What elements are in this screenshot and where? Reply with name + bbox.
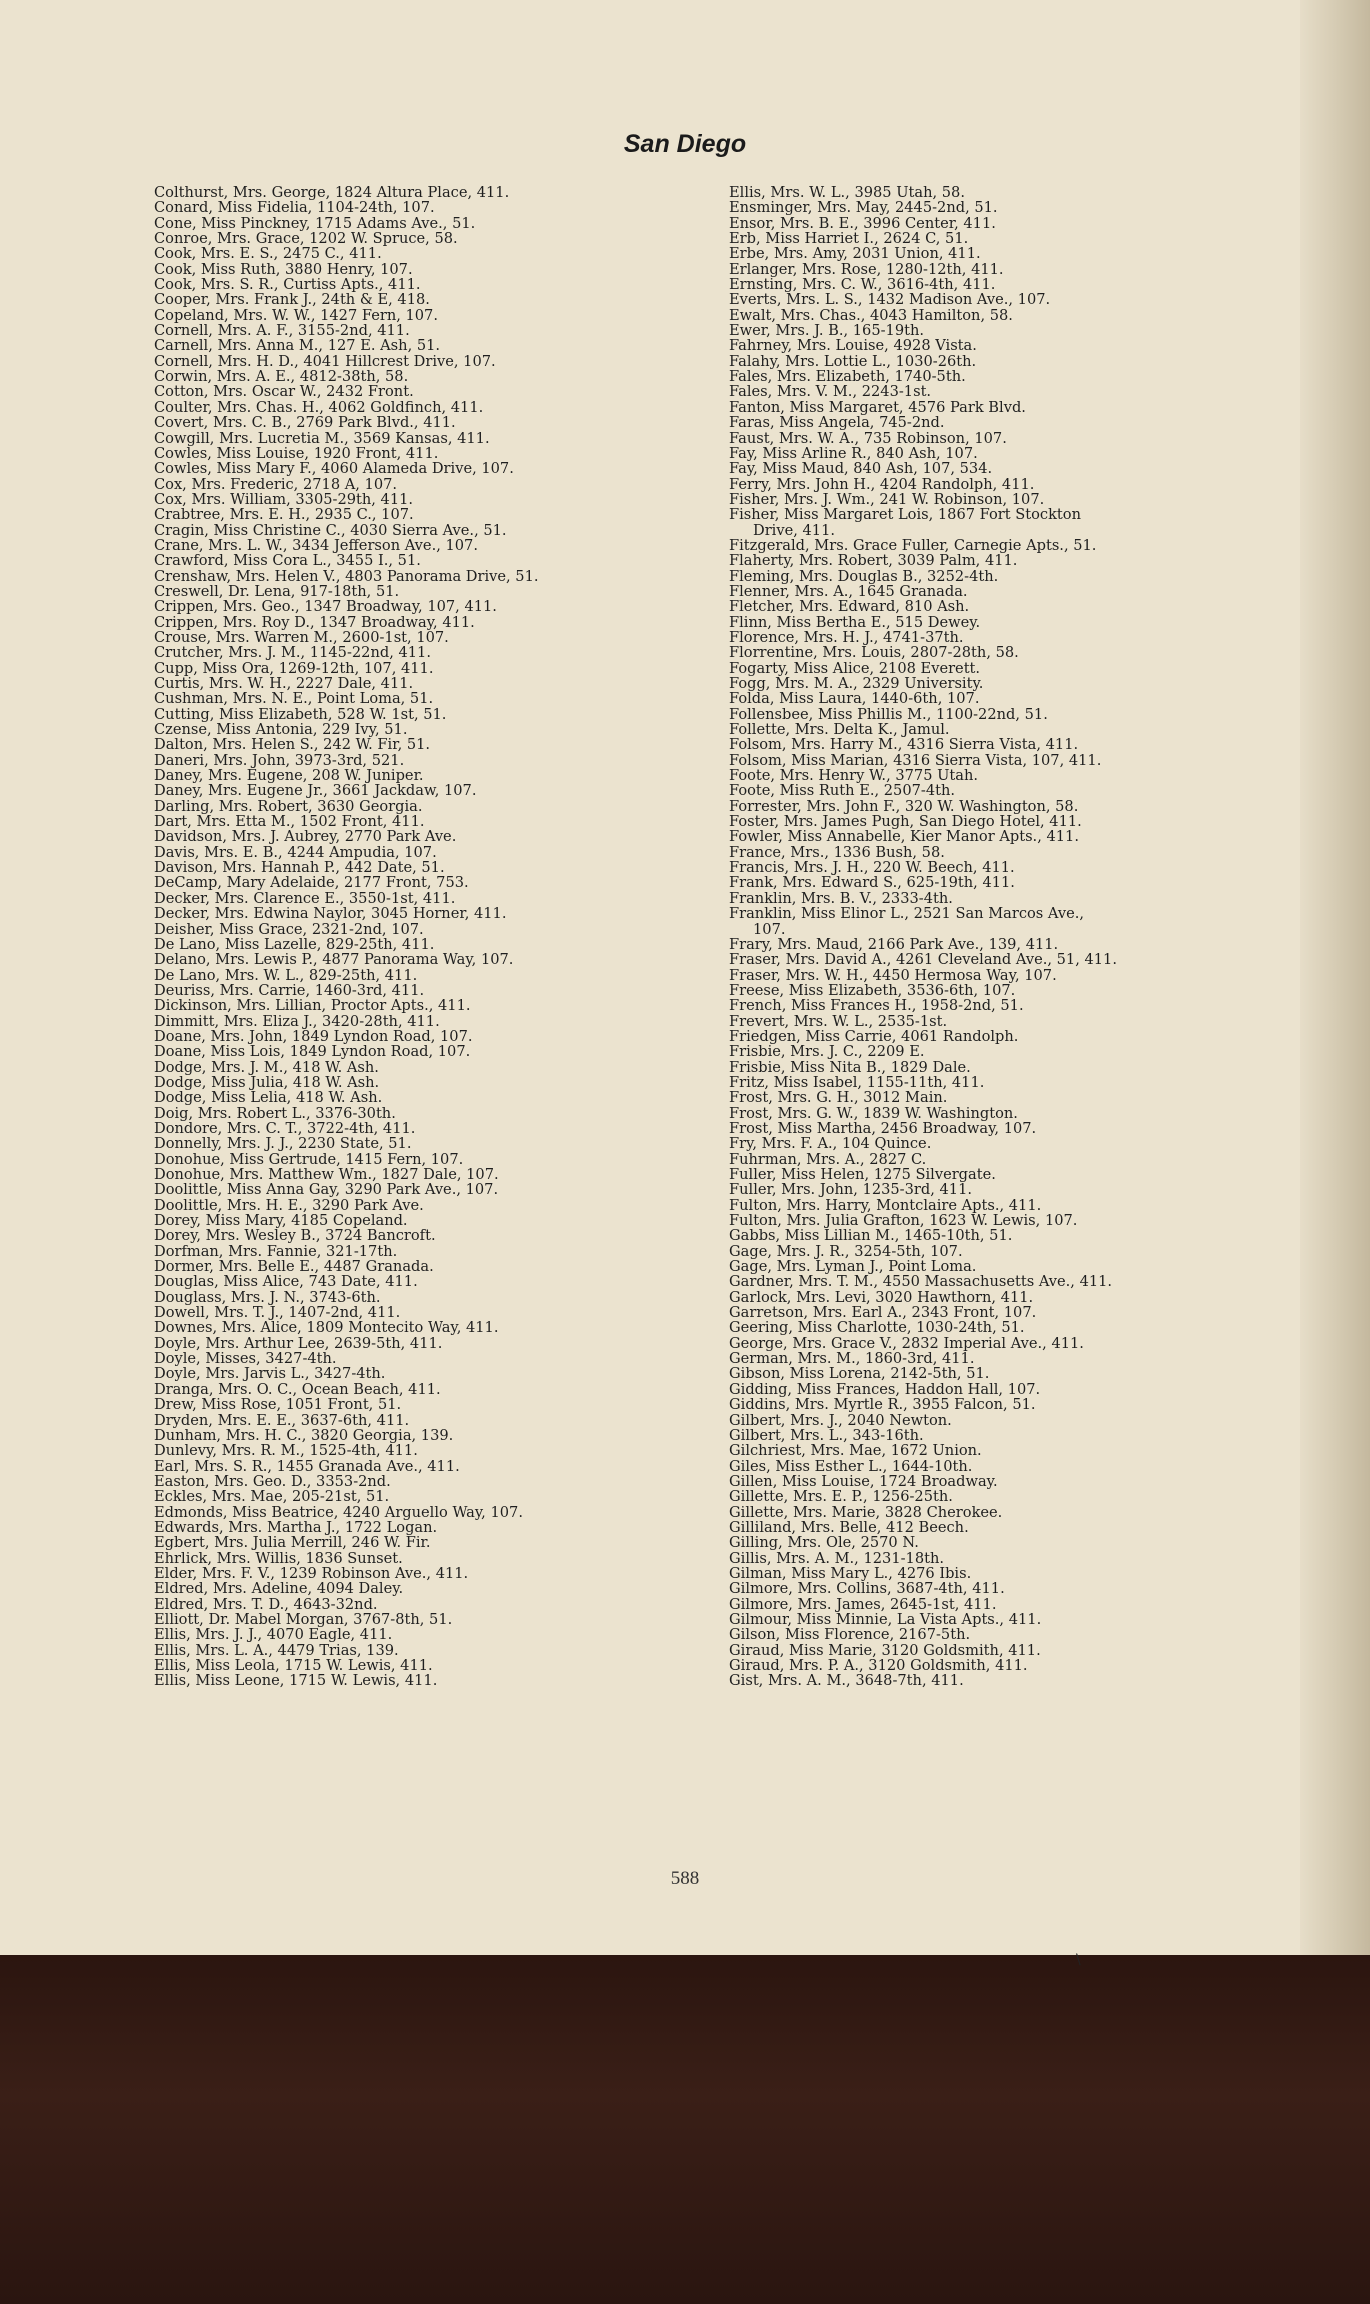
directory-entry: Flaherty, Mrs. Robert, 3039 Palm, 411. bbox=[729, 552, 1018, 570]
directory-entry: Ernsting, Mrs. C. W., 3616-4th, 411. bbox=[729, 276, 996, 294]
directory-entry: Deuriss, Mrs. Carrie, 1460-3rd, 411. bbox=[154, 981, 425, 999]
directory-entry: Gilmore, Mrs. James, 2645-1st, 411. bbox=[729, 1595, 997, 1613]
directory-entry: Fisher, Miss Margaret Lois, 1867 Fort Stockton bbox=[729, 506, 1081, 524]
directory-entry: Drew, Miss Rose, 1051 Front, 51. bbox=[154, 1396, 402, 1414]
directory-entry: Fisher, Mrs. J. Wm., 241 W. Robinson, 107. bbox=[729, 490, 1045, 508]
directory-entry: Delano, Mrs. Lewis P., 4877 Panorama Way, 107. bbox=[154, 951, 514, 969]
directory-entry: Dorey, Miss Mary, 4185 Copeland. bbox=[154, 1212, 408, 1230]
directory-entry: Donohue, Miss Gertrude, 1415 Fern, 107. bbox=[154, 1150, 464, 1168]
directory-entry: Fay, Miss Maud, 840 Ash, 107, 534. bbox=[729, 460, 993, 478]
directory-entry: Cushman, Mrs. N. E., Point Loma, 51. bbox=[154, 690, 434, 708]
directory-entry: Fogarty, Miss Alice, 2108 Everett. bbox=[729, 659, 981, 677]
directory-entry: Easton, Mrs. Geo. D., 3353-2nd. bbox=[154, 1472, 391, 1490]
directory-entry: Gillis, Mrs. A. M., 1231-18th. bbox=[729, 1549, 945, 1567]
directory-entry: Cook, Miss Ruth, 3880 Henry, 107. bbox=[154, 260, 413, 278]
directory-entry: Colthurst, Mrs. George, 1824 Altura Place, 411. bbox=[154, 184, 510, 201]
directory-entry: Cox, Mrs. William, 3305-29th, 411. bbox=[154, 490, 414, 508]
directory-entry: German, Mrs. M., 1860-3rd, 411. bbox=[729, 1350, 975, 1368]
directory-entry: Frost, Miss Martha, 2456 Broadway, 107. bbox=[729, 1119, 1037, 1137]
directory-entry: Giddins, Mrs. Myrtle R., 3955 Falcon, 51. bbox=[729, 1396, 1036, 1414]
directory-entry: Gardner, Mrs. T. M., 4550 Massachusetts Ave., 411. bbox=[729, 1273, 1113, 1291]
directory-entry: Fraser, Mrs. David A., 4261 Cleveland Ave., 51, 411. bbox=[729, 951, 1117, 969]
directory-entry: Fraser, Mrs. W. H., 4450 Hermosa Way, 107. bbox=[729, 966, 1057, 984]
directory-entry: Donohue, Mrs. Matthew Wm., 1827 Dale, 107. bbox=[154, 1166, 499, 1183]
directory-entry: Curtis, Mrs. W. H., 2227 Dale, 411. bbox=[154, 675, 414, 692]
directory-entry: Gillen, Miss Louise, 1724 Broadway. bbox=[729, 1472, 998, 1490]
directory-entry: Fahrney, Mrs. Louise, 4928 Vista. bbox=[729, 337, 977, 355]
directory-entry: Ellis, Mrs. W. L., 3985 Utah, 58. bbox=[729, 184, 965, 201]
directory-entry: Cupp, Miss Ora, 1269-12th, 107, 411. bbox=[154, 659, 434, 677]
directory-entry: Eldred, Mrs. Adeline, 4094 Daley. bbox=[154, 1580, 404, 1598]
directory-entry: Cragin, Miss Christine C., 4030 Sierra Ave., 51. bbox=[154, 521, 507, 539]
directory-entry: Coulter, Mrs. Chas. H., 4062 Goldfinch, 411. bbox=[154, 398, 484, 416]
directory-entry: Folsom, Miss Marian, 4316 Sierra Vista, 107, 411. bbox=[729, 751, 1102, 769]
directory-entry: Doig, Mrs. Robert L., 3376-30th. bbox=[154, 1104, 396, 1122]
directory-entry: Daneri, Mrs. John, 3973-3rd, 521. bbox=[154, 751, 405, 769]
page-binding-edge bbox=[1300, 0, 1370, 1955]
directory-entry: Falahy, Mrs. Lottie L., 1030-26th. bbox=[729, 352, 977, 370]
directory-entry: George, Mrs. Grace V., 2832 Imperial Ave., 411. bbox=[729, 1334, 1084, 1352]
directory-entry: Copeland, Mrs. W. W., 1427 Fern, 107. bbox=[154, 306, 438, 324]
left-column-list bbox=[154, 185, 684, 1689]
directory-entry: Creswell, Dr. Lena, 917-18th, 51. bbox=[154, 582, 400, 600]
directory-entry: Cone, Miss Pinckney, 1715 Adams Ave., 51. bbox=[154, 214, 476, 232]
directory-entry: French, Miss Frances H., 1958-2nd, 51. bbox=[729, 997, 1024, 1015]
directory-entry: Gilchriest, Mrs. Mae, 1672 Union. bbox=[729, 1442, 982, 1460]
directory-entry: Gidding, Miss Frances, Haddon Hall, 107. bbox=[729, 1380, 1041, 1398]
directory-entry: Donnelly, Mrs. J. J., 2230 State, 51. bbox=[154, 1135, 412, 1153]
directory-entry: Crippen, Mrs. Geo., 1347 Broadway, 107, 411. bbox=[154, 598, 497, 616]
directory-entry: France, Mrs., 1336 Bush, 58. bbox=[729, 843, 945, 861]
directory-entry: Gilmour, Miss Minnie, La Vista Apts., 411. bbox=[729, 1610, 1042, 1628]
directory-entry: Crawford, Miss Cora L., 3455 I., 51. bbox=[154, 552, 421, 570]
directory-entry: Frary, Mrs. Maud, 2166 Park Ave., 139, 411. bbox=[729, 935, 1059, 953]
directory-entry: Gillette, Mrs. Marie, 3828 Cherokee. bbox=[729, 1503, 1003, 1521]
directory-entry: Cornell, Mrs. H. D., 4041 Hillcrest Drive, 107. bbox=[154, 352, 496, 370]
directory-entry: Deisher, Miss Grace, 2321-2nd, 107. bbox=[154, 920, 424, 938]
directory-entry: Erb, Miss Harriet I., 2624 C, 51. bbox=[729, 230, 969, 248]
directory-entry: Giraud, Miss Marie, 3120 Goldsmith, 411. bbox=[729, 1641, 1041, 1659]
directory-entry: De Lano, Miss Lazelle, 829-25th, 411. bbox=[154, 935, 435, 953]
directory-entry: Follette, Mrs. Delta K., Jamul. bbox=[729, 721, 950, 739]
directory-entry: Frost, Mrs. G. W., 1839 W. Washington. bbox=[729, 1104, 1018, 1122]
directory-entry: Fitzgerald, Mrs. Grace Fuller, Carnegie Apts., 51. bbox=[729, 536, 1097, 554]
directory-entry: Frisbie, Mrs. J. C., 2209 E. bbox=[729, 1043, 925, 1061]
directory-entry: Drive, 411. bbox=[753, 521, 835, 539]
page-title: San Diego bbox=[623, 130, 747, 158]
directory-entry: Faust, Mrs. W. A., 735 Robinson, 107. bbox=[729, 429, 1007, 447]
directory-entry: Friedgen, Miss Carrie, 4061 Randolph. bbox=[729, 1027, 1019, 1045]
directory-entry: Doyle, Misses, 3427-4th. bbox=[154, 1350, 337, 1368]
directory-entry: Gillette, Mrs. E. P., 1256-25th. bbox=[729, 1488, 953, 1506]
directory-entry: Dryden, Mrs. E. E., 3637-6th, 411. bbox=[154, 1411, 410, 1429]
directory-entry: Daney, Mrs. Eugene Jr., 3661 Jackdaw, 107. bbox=[154, 782, 477, 800]
directory-entry: Garretson, Mrs. Earl A., 2343 Front, 107. bbox=[729, 1304, 1037, 1322]
directory-entry: Cooper, Mrs. Frank J., 24th & E, 418. bbox=[154, 291, 430, 309]
directory-entry: Decker, Mrs. Clarence E., 3550-1st, 411. bbox=[154, 889, 456, 907]
directory-entry: Crouse, Mrs. Warren M., 2600-1st, 107. bbox=[154, 628, 449, 646]
directory-entry: Fletcher, Mrs. Edward, 810 Ash. bbox=[729, 598, 970, 616]
directory-entry: Crenshaw, Mrs. Helen V., 4803 Panorama Drive, 51. bbox=[154, 567, 539, 585]
directory-entry: Giles, Miss Esther L., 1644-10th. bbox=[729, 1457, 973, 1475]
directory-entry: Frevert, Mrs. W. L., 2535-1st. bbox=[729, 1012, 948, 1030]
directory-entry: Gilman, Miss Mary L., 4276 Ibis. bbox=[729, 1564, 972, 1582]
directory-entry: Francis, Mrs. J. H., 220 W. Beech, 411. bbox=[729, 859, 1015, 877]
directory-entry: Ewer, Mrs. J. B., 165-19th. bbox=[729, 322, 925, 340]
directory-entry: 107. bbox=[753, 920, 786, 938]
directory-entry: Doyle, Mrs. Arthur Lee, 2639-5th, 411. bbox=[154, 1334, 443, 1352]
directory-entry: Fogg, Mrs. M. A., 2329 University. bbox=[729, 675, 984, 692]
margin-mark: \ bbox=[1076, 1952, 1081, 1968]
directory-entry: Erbe, Mrs. Amy, 2031 Union, 411. bbox=[729, 245, 981, 263]
directory-entry: Fales, Mrs. V. M., 2243-1st. bbox=[729, 383, 932, 401]
background-surface bbox=[0, 1955, 1370, 2304]
directory-entry: De Lano, Mrs. W. L., 829-25th, 411. bbox=[154, 966, 418, 984]
directory-entry: Dickinson, Mrs. Lillian, Proctor Apts., 411. bbox=[154, 997, 471, 1015]
directory-entry: Folsom, Mrs. Harry M., 4316 Sierra Vista, 411. bbox=[729, 736, 1079, 754]
directory-entry: Geering, Miss Charlotte, 1030-24th, 51. bbox=[729, 1319, 1025, 1337]
directory-entry: Corwin, Mrs. A. E., 4812-38th, 58. bbox=[154, 368, 409, 386]
directory-entry: Flenner, Mrs. A., 1645 Granada. bbox=[729, 582, 968, 600]
directory-entry: Gilling, Mrs. Ole, 2570 N. bbox=[729, 1534, 919, 1552]
directory-entry: Cornell, Mrs. A. F., 3155-2nd, 411. bbox=[154, 322, 410, 340]
directory-entry: Dodge, Miss Lelia, 418 W. Ash. bbox=[154, 1089, 383, 1107]
directory-entry: Gilliland, Mrs. Belle, 412 Beech. bbox=[729, 1518, 969, 1536]
directory-entry: Davidson, Mrs. J. Aubrey, 2770 Park Ave. bbox=[154, 828, 457, 846]
directory-entry: Dunlevy, Mrs. R. M., 1525-4th, 411. bbox=[154, 1442, 418, 1460]
directory-entry: Doolittle, Mrs. H. E., 3290 Park Ave. bbox=[154, 1196, 424, 1214]
directory-entry: Gage, Mrs. Lyman J., Point Loma. bbox=[729, 1258, 977, 1276]
directory-entry: Dodge, Miss Julia, 418 W. Ash. bbox=[154, 1073, 380, 1091]
directory-entry: Ellis, Mrs. J. J., 4070 Eagle, 411. bbox=[154, 1626, 393, 1644]
directory-entry: Gilbert, Mrs. L., 343-16th. bbox=[729, 1426, 924, 1444]
directory-entry: Cutting, Miss Elizabeth, 528 W. 1st, 51. bbox=[154, 705, 447, 723]
directory-entry: Gilmore, Mrs. Collins, 3687-4th, 411. bbox=[729, 1580, 1005, 1598]
directory-entry: Follensbee, Miss Phillis M., 1100-22nd, 51. bbox=[729, 705, 1048, 723]
directory-entry: Gibson, Miss Lorena, 2142-5th, 51. bbox=[729, 1365, 990, 1383]
directory-entry: Doane, Mrs. John, 1849 Lyndon Road, 107. bbox=[154, 1027, 473, 1045]
directory-entry: Doyle, Mrs. Jarvis L., 3427-4th. bbox=[154, 1365, 386, 1383]
directory-entry: Foote, Miss Ruth E., 2507-4th. bbox=[729, 782, 956, 800]
directory-entry: Cook, Mrs. S. R., Curtiss Apts., 411. bbox=[154, 276, 421, 294]
directory-entry: Cowles, Miss Louise, 1920 Front, 411. bbox=[154, 444, 439, 462]
directory-entry: Flinn, Miss Bertha E., 515 Dewey. bbox=[729, 613, 981, 631]
directory-entry: Ellis, Mrs. L. A., 4479 Trias, 139. bbox=[154, 1641, 399, 1659]
directory-entry: Fulton, Mrs. Harry, Montclaire Apts., 411. bbox=[729, 1196, 1042, 1214]
page-number: 588 bbox=[670, 1868, 700, 1889]
directory-entry: Czense, Miss Antonia, 229 Ivy, 51. bbox=[154, 721, 408, 739]
right-column-list bbox=[729, 185, 1274, 1689]
directory-entry: Ehrlick, Mrs. Willis, 1836 Sunset. bbox=[154, 1549, 403, 1567]
directory-entry: Gilbert, Mrs. J., 2040 Newton. bbox=[729, 1411, 952, 1429]
directory-entry: Downes, Mrs. Alice, 1809 Montecito Way, 411. bbox=[154, 1319, 499, 1337]
directory-entry: Foster, Mrs. James Pugh, San Diego Hotel, 411. bbox=[729, 813, 1082, 831]
directory-entry: Dondore, Mrs. C. T., 3722-4th, 411. bbox=[154, 1119, 416, 1137]
directory-entry: Doolittle, Miss Anna Gay, 3290 Park Ave., 107. bbox=[154, 1181, 499, 1199]
directory-entry: Ewalt, Mrs. Chas., 4043 Hamilton, 58. bbox=[729, 306, 1013, 324]
directory-entry: Crutcher, Mrs. J. M., 1145-22nd, 411. bbox=[154, 644, 431, 662]
directory-entry: Crane, Mrs. L. W., 3434 Jefferson Ave., 107. bbox=[154, 536, 478, 554]
directory-entry: Ellis, Miss Leola, 1715 W. Lewis, 411. bbox=[154, 1657, 433, 1674]
directory-entry: Crippen, Mrs. Roy D., 1347 Broadway, 411. bbox=[154, 613, 475, 631]
directory-entry: Cook, Mrs. E. S., 2475 C., 411. bbox=[154, 245, 382, 263]
directory-entry: Cowles, Miss Mary F., 4060 Alameda Drive, 107. bbox=[154, 460, 514, 478]
directory-entry: Fuller, Mrs. John, 1235-3rd, 411. bbox=[729, 1181, 972, 1199]
directory-entry: Eldred, Mrs. T. D., 4643-32nd. bbox=[154, 1595, 378, 1613]
directory-entry: Cox, Mrs. Frederic, 2718 A, 107. bbox=[154, 475, 398, 493]
directory-entry: Fales, Mrs. Elizabeth, 1740-5th. bbox=[729, 368, 966, 386]
directory-entry: Davis, Mrs. E. B., 4244 Ampudia, 107. bbox=[154, 843, 437, 861]
directory-entry: Carnell, Mrs. Anna M., 127 E. Ash, 51. bbox=[154, 337, 441, 355]
directory-entry: Dorey, Mrs. Wesley B., 3724 Bancroft. bbox=[154, 1227, 436, 1245]
directory-entry: Frisbie, Miss Nita B., 1829 Dale. bbox=[729, 1058, 971, 1076]
directory-entry: Dowell, Mrs. T. J., 1407-2nd, 411. bbox=[154, 1304, 401, 1322]
directory-entry: Edwards, Mrs. Martha J., 1722 Logan. bbox=[154, 1518, 438, 1536]
directory-entry: Gage, Mrs. J. R., 3254-5th, 107. bbox=[729, 1242, 963, 1260]
directory-entry: Dart, Mrs. Etta M., 1502 Front, 411. bbox=[154, 813, 425, 831]
directory-entry: Crabtree, Mrs. E. H., 2935 C., 107. bbox=[154, 506, 414, 524]
directory-entry: Florence, Mrs. H. J., 4741-37th. bbox=[729, 628, 964, 646]
directory-entry: Erlanger, Mrs. Rose, 1280-12th, 411. bbox=[729, 260, 1004, 278]
directory-entry: Elliott, Dr. Mabel Morgan, 3767-8th, 51. bbox=[154, 1610, 453, 1628]
directory-entry: Conard, Miss Fidelia, 1104-24th, 107. bbox=[154, 199, 435, 217]
directory-entry: Cowgill, Mrs. Lucretia M., 3569 Kansas, 411. bbox=[154, 429, 490, 447]
directory-entry: Eckles, Mrs. Mae, 205-21st, 51. bbox=[154, 1488, 390, 1506]
directory-entry: Fulton, Mrs. Julia Grafton, 1623 W. Lewis, 107. bbox=[729, 1212, 1078, 1230]
directory-entry: Dunham, Mrs. H. C., 3820 Georgia, 139. bbox=[154, 1426, 454, 1444]
directory-entry: Elder, Mrs. F. V., 1239 Robinson Ave., 411. bbox=[154, 1564, 469, 1582]
directory-entry: Fanton, Miss Margaret, 4576 Park Blvd. bbox=[729, 398, 1026, 416]
directory-entry: Davison, Mrs. Hannah P., 442 Date, 51. bbox=[154, 859, 445, 877]
directory-entry: Garlock, Mrs. Levi, 3020 Hawthorn, 411. bbox=[729, 1288, 1034, 1306]
directory-entry: Earl, Mrs. S. R., 1455 Granada Ave., 411. bbox=[154, 1457, 460, 1475]
directory-entry: Dalton, Mrs. Helen S., 242 W. Fir, 51. bbox=[154, 736, 431, 754]
directory-entry: Doane, Miss Lois, 1849 Lyndon Road, 107. bbox=[154, 1043, 471, 1061]
directory-entry: Fuller, Miss Helen, 1275 Silvergate. bbox=[729, 1166, 996, 1183]
directory-entry: Frank, Mrs. Edward S., 625-19th, 411. bbox=[729, 874, 1015, 892]
directory-entry: Douglass, Mrs. J. N., 3743-6th. bbox=[154, 1288, 381, 1306]
directory-entry: Dormer, Mrs. Belle E., 4487 Granada. bbox=[154, 1258, 434, 1276]
directory-entry: Gabbs, Miss Lillian M., 1465-10th, 51. bbox=[729, 1227, 1013, 1245]
directory-entry: Faras, Miss Angela, 745-2nd. bbox=[729, 414, 945, 432]
directory-entry: Franklin, Miss Elinor L., 2521 San Marcos Ave., bbox=[729, 905, 1085, 923]
directory-entry: Giraud, Mrs. P. A., 3120 Goldsmith, 411. bbox=[729, 1657, 1028, 1674]
directory-entry: Freese, Miss Elizabeth, 3536-6th, 107. bbox=[729, 981, 1016, 999]
directory-entry: Folda, Miss Laura, 1440-6th, 107. bbox=[729, 690, 980, 708]
directory-entry: Ensminger, Mrs. May, 2445-2nd, 51. bbox=[729, 199, 998, 217]
directory-entry: DeCamp, Mary Adelaide, 2177 Front, 753. bbox=[154, 874, 469, 892]
directory-entry: Covert, Mrs. C. B., 2769 Park Blvd., 411. bbox=[154, 414, 456, 432]
directory-entry: Franklin, Mrs. B. V., 2333-4th. bbox=[729, 889, 953, 907]
directory-entry: Frost, Mrs. G. H., 3012 Main. bbox=[729, 1089, 948, 1107]
directory-entry: Egbert, Mrs. Julia Merrill, 246 W. Fir. bbox=[154, 1534, 431, 1552]
directory-entry: Cotton, Mrs. Oscar W., 2432 Front. bbox=[154, 383, 414, 401]
directory-entry: Foote, Mrs. Henry W., 3775 Utah. bbox=[729, 767, 979, 785]
directory-entry: Conroe, Mrs. Grace, 1202 W. Spruce, 58. bbox=[154, 230, 458, 248]
directory-entry: Gilson, Miss Florence, 2167-5th. bbox=[729, 1626, 971, 1644]
directory-entry: Fritz, Miss Isabel, 1155-11th, 411. bbox=[729, 1073, 985, 1091]
directory-entry: Fowler, Miss Annabelle, Kier Manor Apts., 411. bbox=[729, 828, 1079, 846]
directory-entry: Dranga, Mrs. O. C., Ocean Beach, 411. bbox=[154, 1380, 441, 1398]
directory-entry: Ensor, Mrs. B. E., 3996 Center, 411. bbox=[729, 214, 996, 232]
directory-entry: Forrester, Mrs. John F., 320 W. Washington, 58. bbox=[729, 797, 1079, 815]
directory-entry: Gist, Mrs. A. M., 3648-7th, 411. bbox=[729, 1672, 964, 1690]
directory-entry: Dodge, Mrs. J. M., 418 W. Ash. bbox=[154, 1058, 379, 1076]
directory-entry: Edmonds, Miss Beatrice, 4240 Arguello Way, 107. bbox=[154, 1503, 523, 1521]
directory-entry: Everts, Mrs. L. S., 1432 Madison Ave., 107. bbox=[729, 291, 1051, 309]
directory-entry: Florrentine, Mrs. Louis, 2807-28th, 58. bbox=[729, 644, 1019, 662]
directory-entry: Ferry, Mrs. John H., 4204 Randolph, 411. bbox=[729, 475, 1035, 493]
directory-entry: Dorfman, Mrs. Fannie, 321-17th. bbox=[154, 1242, 398, 1260]
directory-entry: Dimmitt, Mrs. Eliza J., 3420-28th, 411. bbox=[154, 1012, 440, 1030]
directory-entry: Douglas, Miss Alice, 743 Date, 411. bbox=[154, 1273, 418, 1291]
directory-entry: Ellis, Miss Leone, 1715 W. Lewis, 411. bbox=[154, 1672, 438, 1690]
directory-entry: Fuhrman, Mrs. A., 2827 C. bbox=[729, 1150, 927, 1168]
directory-entry: Decker, Mrs. Edwina Naylor, 3045 Horner, 411. bbox=[154, 905, 507, 923]
directory-entry: Fry, Mrs. F. A., 104 Quince. bbox=[729, 1135, 932, 1153]
directory-entry: Fay, Miss Arline R., 840 Ash, 107. bbox=[729, 444, 978, 462]
directory-entry: Daney, Mrs. Eugene, 208 W. Juniper. bbox=[154, 767, 424, 785]
directory-entry: Darling, Mrs. Robert, 3630 Georgia. bbox=[154, 797, 423, 815]
directory-entry: Fleming, Mrs. Douglas B., 3252-4th. bbox=[729, 567, 999, 585]
